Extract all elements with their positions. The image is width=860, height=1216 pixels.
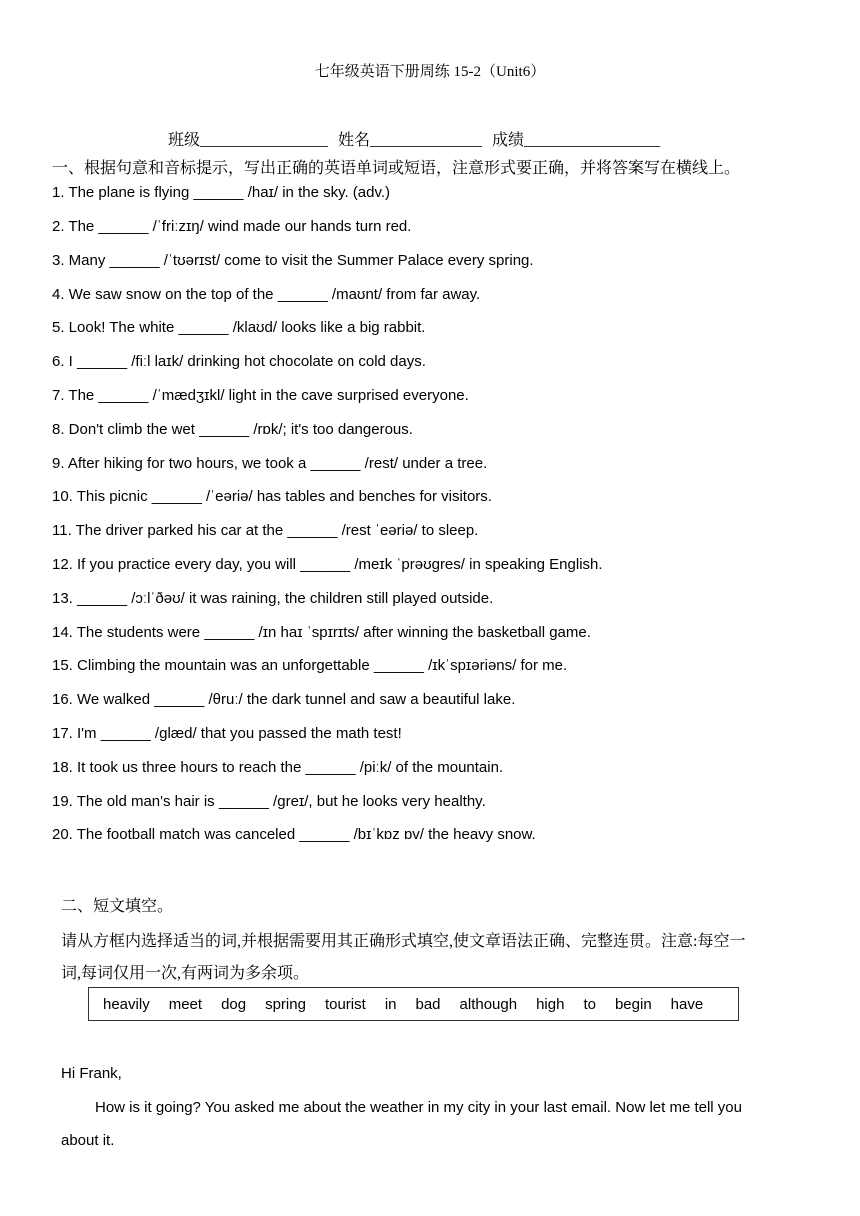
question-7: 7. The ______ /ˈmædʒɪkl/ light in the cave surprised everyone. [52, 387, 469, 404]
word-bank-item: high [536, 995, 565, 1013]
word-bank-item: heavily [103, 995, 150, 1013]
question-18: 18. It took us three hours to reach the ______ /piːk/ of the mountain. [52, 759, 504, 776]
question-8: 8. Don't climb the wet ______ /rɒk/; it's too dangerous. [52, 421, 413, 438]
word-bank-item: in [384, 995, 397, 1013]
word-bank-item: to [583, 995, 596, 1013]
question-1: 1. The plane is flying ______ /haɪ/ in the sky. (adv.) [52, 184, 391, 201]
letter-paragraph-line2: about it. [61, 1132, 115, 1149]
word-bank-item: have [670, 995, 704, 1013]
section1-heading: 一、根据句意和音标提示，写出正确的英语单词或短语，注意形式要正确，并将答案写在横线上。 [52, 160, 741, 177]
question-12: 12. If you practice every day, you will ______ /meɪk ˈprəʊgres/ in speaking English. [52, 556, 603, 573]
word-bank-item: spring [265, 995, 306, 1013]
page-title: 七年级英语下册周练 15-2（Unit6） [314, 64, 546, 80]
section2-instruction-line2: 词,每词仅用一次,有两词为多余项。 [61, 965, 310, 982]
question-15: 15. Climbing the mountain was an unforgettable ______ /ɪkˈspɪəriəns/ for me. [52, 657, 568, 674]
class-field: 班级________________ [168, 132, 329, 149]
word-bank-item: bad [415, 995, 441, 1013]
word-bank-box [88, 987, 739, 1021]
letter-greeting: Hi Frank, [61, 1065, 122, 1082]
question-2: 2. The ______ /ˈfriːzɪŋ/ wind made our hands turn red. [52, 218, 412, 235]
question-9: 9. After hiking for two hours, we took a ______ /rest/ under a tree. [52, 455, 488, 472]
question-5: 5. Look! The white ______ /klaʊd/ looks like a big rabbit. [52, 319, 426, 336]
section2-instruction-line1: 请从方框内选择适当的词,并根据需要用其正确形式填空,使文章语法正确、完整连贯。注意:每空一 [61, 933, 746, 950]
word-bank-item: meet [168, 995, 203, 1013]
letter-paragraph-line1: How is it going? You asked me about the weather in my city in your last email. Now let me tell you [95, 1099, 742, 1116]
student-info-line [168, 127, 666, 150]
word-bank-item: dog [221, 995, 247, 1013]
word-bank-item: tourist [324, 995, 366, 1013]
question-13: 13. ______ /ɔːlˈðəʊ/ it was raining, the children still played outside. [52, 590, 494, 607]
word-bank-item: begin [614, 995, 652, 1013]
question-3: 3. Many ______ /ˈtʊərɪst/ come to visit the Summer Palace every spring. [52, 252, 534, 269]
question-14: 14. The students were ______ /ɪn haɪ ˈspɪrɪts/ after winning the basketball game. [52, 624, 591, 641]
question-20: 20. The football match was canceled ______ /bɪˈkɒz ɒv/ the heavy snow. [52, 826, 536, 843]
question-11: 11. The driver parked his car at the ______ /rest ˈeəriə/ to sleep. [52, 522, 479, 539]
question-19: 19. The old man's hair is ______ /greɪ/, but he looks very healthy. [52, 793, 486, 810]
score-field: 成绩_________________ [492, 132, 661, 149]
name-field: 姓名______________ [338, 132, 483, 149]
word-bank-item: although [459, 995, 518, 1013]
section2-heading: 二、短文填空。 [61, 898, 174, 915]
question-16: 16. We walked ______ /θruː/ the dark tunnel and saw a beautiful lake. [52, 691, 516, 708]
question-6: 6. I ______ /fiːl laɪk/ drinking hot chocolate on cold days. [52, 353, 426, 370]
question-17: 17. I'm ______ /glæd/ that you passed the math test! [52, 725, 402, 742]
question-10: 10. This picnic ______ /ˈeəriə/ has tables and benches for visitors. [52, 488, 492, 505]
question-4: 4. We saw snow on the top of the ______ /maʊnt/ from far away. [52, 286, 481, 303]
